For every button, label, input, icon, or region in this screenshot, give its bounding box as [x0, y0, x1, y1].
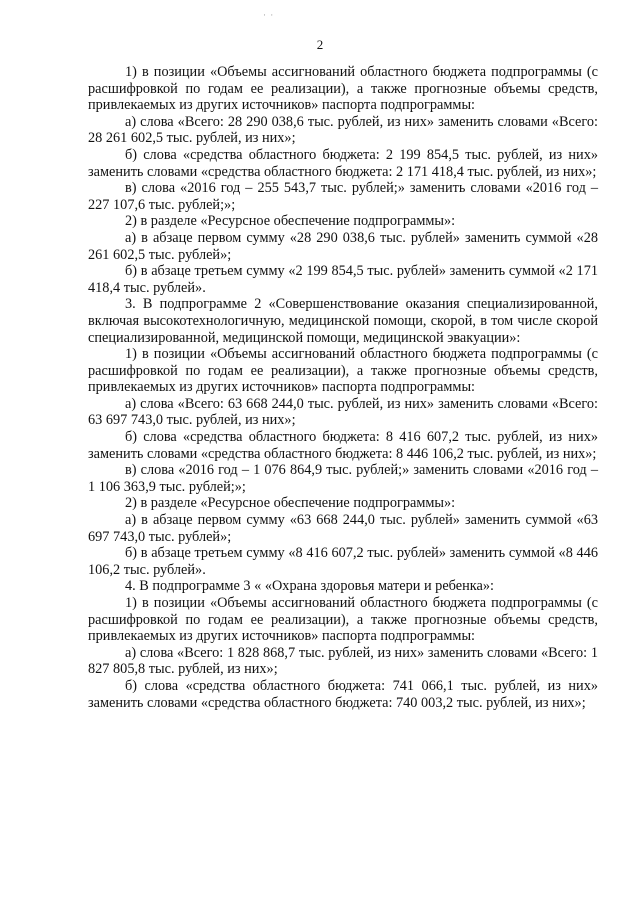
paragraph: б) слова «средства областного бюджета: 2 199 854,5 тыс. рублей, из них» заменить словами «средства областного бюджета: 2 171 418,4 тыс. рублей, из них»; — [88, 146, 598, 180]
paragraph: 3. В подпрограмме 2 «Совершенствование оказания специализированной, включая высокотехнологичную, медицинской помощи, скорой, в том числе скорой специализированной, медицинской помощи, медицинской эвакуации»: — [88, 296, 598, 346]
paragraph: а) слова «Всего: 1 828 868,7 тыс. рублей, из них» заменить словами «Всего: 1 827 805,8 тыс. рублей, из них»; — [88, 644, 598, 678]
paragraph: в) слова «2016 год – 255 543,7 тыс. рублей;» заменить словами «2016 год – 227 107,6 тыс. рублей;»; — [88, 180, 598, 213]
paragraph: 4. В подпрограмме 3 « «Охрана здоровья матери и ребенка»: — [125, 578, 494, 595]
paragraph: а) в абзаце первом сумму «28 290 038,6 тыс. рублей» заменить суммой «28 261 602,5 тыс. рублей»; — [88, 229, 598, 263]
paragraph: б) в абзаце третьем сумму «2 199 854,5 тыс. рублей» заменить суммой «2 171 418,4 тыс. рублей». — [88, 263, 598, 296]
paragraph: б) слова «средства областного бюджета: 8 416 607,2 тыс. рублей, из них» заменить словами «средства областного бюджета: 8 446 106,2 тыс. рублей, из них»; — [88, 429, 598, 462]
paragraph: а) слова «Всего: 28 290 038,6 тыс. рублей, из них» заменить словами «Всего: 28 261 602,5 тыс. рублей, из них»; — [88, 113, 598, 147]
paragraph: а) в абзаце первом сумму «63 668 244,0 тыс. рублей» заменить суммой «63 697 743,0 тыс. рублей»; — [88, 512, 598, 545]
paragraph: а) слова «Всего: 63 668 244,0 тыс. рублей, из них» заменить словами «Всего: 63 697 743,0 тыс. рублей, из них»; — [88, 395, 598, 429]
document-body — [88, 64, 598, 711]
scan-speck: · · — [263, 10, 275, 20]
paragraph: 1) в позиции «Объемы ассигнований областного бюджета подпрограммы (с расшифровкой по годам ее реализации), а также прогнозные объемы средств, привлекаемых из других источников» паспорта подпрограммы: — [88, 346, 598, 396]
paragraph: 2) в разделе «Ресурсное обеспечение подпрограммы»: — [125, 213, 456, 230]
paragraph: б) слова «средства областного бюджета: 741 066,1 тыс. рублей, из них» заменить словами «средства областного бюджета: 740 003,2 тыс. рублей, из них»; — [88, 677, 598, 711]
paragraph: 2) в разделе «Ресурсное обеспечение подпрограммы»: — [125, 495, 456, 512]
paragraph: б) в абзаце третьем сумму «8 416 607,2 тыс. рублей» заменить суммой «8 446 106,2 тыс. рублей». — [88, 545, 598, 578]
paragraph: 1) в позиции «Объемы ассигнований областного бюджета подпрограммы (с расшифровкой по годам ее реализации), а также прогнозные объемы средств, привлекаемых из других источников» паспорта подпрограммы: — [88, 595, 598, 645]
paragraph: 1) в позиции «Объемы ассигнований областного бюджета подпрограммы (с расшифровкой по годам ее реализации), а также прогнозные объемы средств, привлекаемых из других источников» паспорта подпрограммы: — [88, 64, 598, 114]
page-number: 2 — [316, 37, 324, 52]
paragraph: в) слова «2016 год – 1 076 864,9 тыс. рублей;» заменить словами «2016 год – 1 106 363,9 тыс. рублей;»; — [88, 462, 598, 495]
